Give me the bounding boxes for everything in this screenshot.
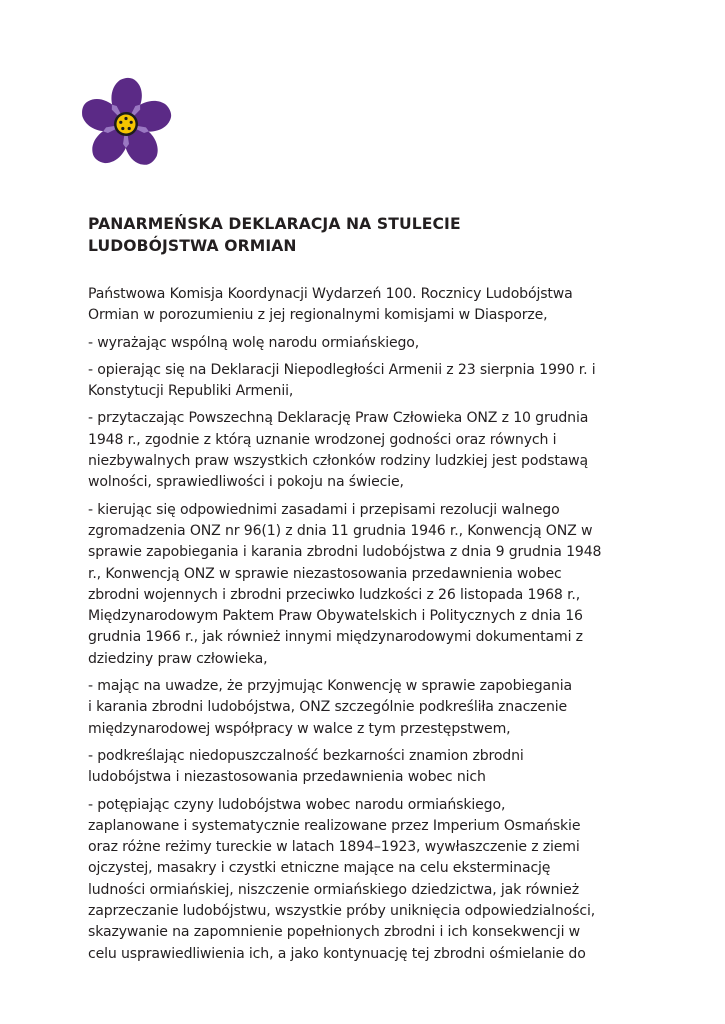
text-line: - kierując się odpowiednimi zasadami i przepisami rezolucji walnego	[88, 501, 560, 518]
paragraph-clause	[88, 408, 648, 493]
text-line: zgromadzenia ONZ nr 96(1) z dnia 11 grudnia 1946 r., Konwencją ONZ w	[88, 522, 593, 539]
text-line: dziedziny praw człowieka,	[88, 650, 268, 667]
paragraph-clause	[88, 333, 648, 354]
text-line: wolności, sprawiedliwości i pokoju na świecie,	[88, 474, 404, 491]
text-line: Państwowa Komisja Koordynacji Wydarzeń 100. Rocznicy Ludobójstwa	[88, 286, 573, 302]
text-line: r., Konwencją ONZ w sprawie niezastosowania przedawnienia wobec	[88, 565, 562, 582]
text-line: Międzynarodowym Paktem Praw Obywatelskich i Politycznych z dnia 16	[88, 608, 583, 625]
text-line: skazywanie na zapomnienie popełnionych zbrodni i ich konsekwencji w	[88, 924, 581, 941]
document-title	[88, 214, 648, 257]
text-line: - mając na uwadze, że przyjmując Konwencję w sprawie zapobiegania	[88, 678, 573, 695]
text-line: międzynarodowej współpracy w walce z tym przestępstwem,	[88, 720, 511, 737]
text-line: 1948 r., zgodnie z którą uznanie wrodzonej godności oraz równych i	[88, 431, 557, 448]
text-line: niezbywalnych praw wszystkich członków rodziny ludzkiej jest podstawą	[88, 453, 589, 470]
paragraph-preamble	[88, 284, 648, 327]
text-line: - wyrażając wspólną wolę narodu ormiańskiego,	[88, 334, 420, 351]
paragraph-clause	[88, 676, 648, 740]
text-line: Ormian w porozumieniu z jej regionalnymi komisjami w Diasporze,	[88, 307, 548, 324]
text-line: ludności ormiańskiej, niszczenie ormiańskiego dziedzictwa, jak również	[88, 881, 579, 898]
forget-me-not-flower-icon	[74, 74, 178, 170]
text-line: - potępiając czyny ludobójstwa wobec narodu ormiańskiego,	[88, 796, 506, 813]
text-line: zaprzeczanie ludobójstwu, wszystkie próby uniknięcia odpowiedzialności,	[88, 903, 596, 920]
text-line: oraz różne reżimy tureckie w latach 1894–1923, wywłaszczenie z ziemi	[88, 839, 580, 856]
text-line: ojczystej, masakry i czystki etniczne mające na celu eksterminację	[88, 860, 551, 877]
text-line: - przytaczając Powszechną Deklarację Praw Człowieka ONZ z 10 grudnia	[88, 410, 589, 427]
paragraph-clause	[88, 795, 648, 965]
title-line: PANARMEŃSKA DEKLARACJA NA STULECIE	[88, 215, 461, 233]
text-line: grudnia 1966 r., jak również innymi międzynarodowymi dokumentami z	[88, 629, 583, 646]
text-line: - opierając się na Deklaracji Niepodległości Armenii z 23 sierpnia 1990 r. i	[88, 361, 596, 378]
paragraph-clause	[88, 746, 648, 789]
paragraph-clause	[88, 360, 648, 403]
text-line: zbrodni wojennych i zbrodni przeciwko ludzkości z 26 listopada 1968 r.,	[88, 586, 581, 603]
text-line: Konstytucji Republiki Armenii,	[88, 383, 294, 400]
text-line: zaplanowane i systematycznie realizowane przez Imperium Osmańskie	[88, 817, 581, 834]
paragraph-clause	[88, 500, 648, 670]
text-line: celu usprawiedliwienia ich, a jako kontynuację tej zbrodni ośmielanie do	[88, 945, 586, 962]
text-line: i karania zbrodni ludobójstwa, ONZ szczególnie podkreśliła znaczenie	[88, 699, 568, 716]
text-line: sprawie zapobiegania i karania zbrodni ludobójstwa z dnia 9 grudnia 1948	[88, 544, 602, 561]
document-body	[88, 284, 648, 971]
text-line: ludobójstwa i niezastosowania przedawnienia wobec nich	[88, 769, 486, 786]
text-line: - podkreślając niedopuszczalność bezkarności znamion zbrodni	[88, 747, 524, 764]
title-line: LUDOBÓJSTWA ORMIAN	[88, 236, 297, 255]
